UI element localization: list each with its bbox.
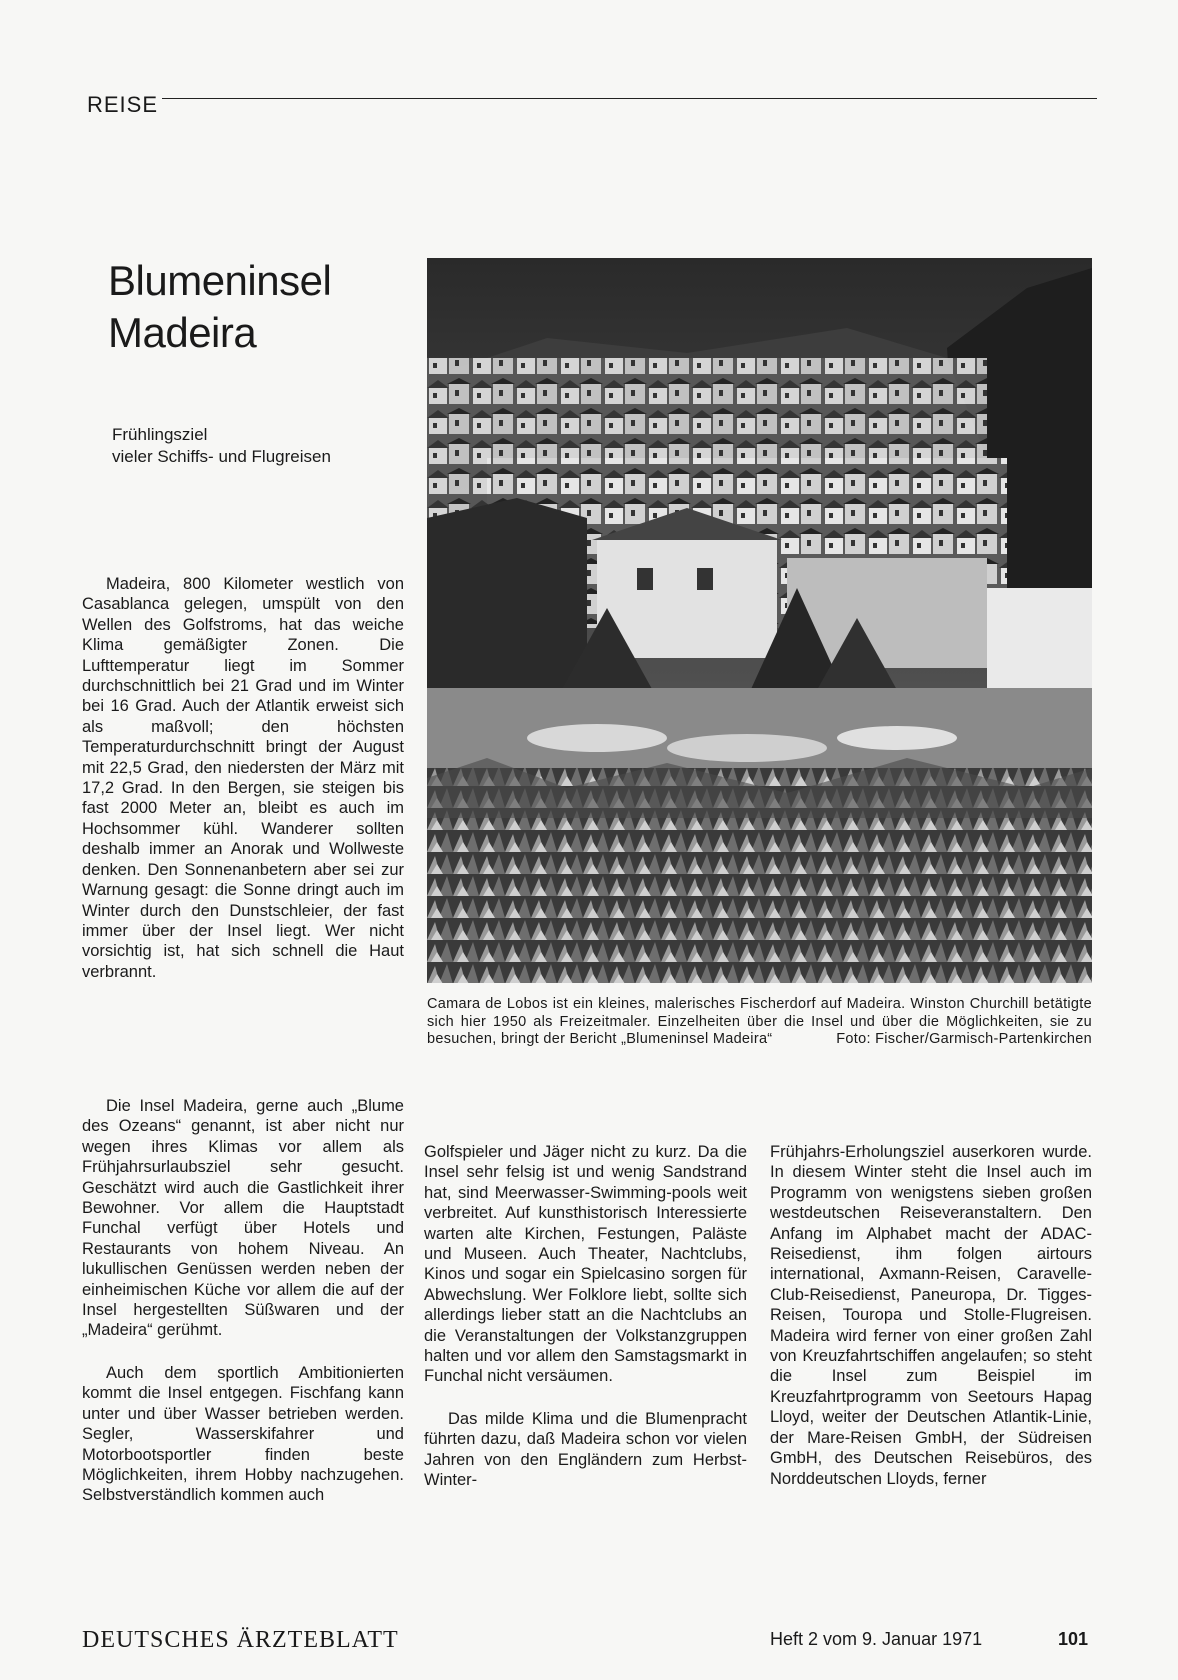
column-3 <box>770 1142 1092 1511</box>
article-subtitle <box>112 424 331 468</box>
column-2 <box>424 1142 747 1513</box>
paragraph-6: Frühjahrs-Erholungsziel auserkoren wurde. In diesem Winter steht die Insel auch im Programm von wenigstens sieben großen westdeutschen Reiseveranstaltern. Den Anfang im Alphabet macht der ADAC-Reisedienst, ihm folgen airtours international, Axmann-Reisen, Caravelle-Club-Reisedienst, Paneuropa, Dr. Tigges-Reisen, Touropa und Stolle-Flugreisen. Madeira wird ferner von einer großen Zahl von Kreuzfahrtschiffen angelaufen; so steht die Insel zum Beispiel im Kreuzfahrtprogramm von Seetours Hapag Lloyd, weiter der Deutschen Atlantik-Linie, der Mare-Reisen GmbH, der Südreisen GmbH, des Deutschen Reisebüros, des Norddeutschen Lloyds, ferner <box>770 1143 1092 1488</box>
paragraph-5: Das milde Klima und die Blumenpracht führten dazu, daß Madeira schon vor vielen Jahren von den Engländern zum Herbst-Winter- <box>424 1409 747 1490</box>
footer-brand: DEUTSCHES ÄRZTEBLATT <box>82 1627 399 1653</box>
title-line-2: Madeira <box>108 309 257 356</box>
column-1-upper <box>82 574 404 1004</box>
caption-text: Camara de Lobos ist ein kleines, malerisches Fischerdorf auf Madeira. Winston Churchill betätigte sich hier 1950 als Freizeitmaler. Einzelheiten über die Insel und über die Möglichkeiten, sie zu besuchen, bringt der Bericht „Blumeninsel Madeira“ <box>427 996 1092 1047</box>
subtitle-line-1: Frühlingsziel <box>112 425 208 444</box>
footer-issue: Heft 2 vom 9. Januar 1971 <box>770 1629 983 1649</box>
paragraph-3: Auch dem sportlich Ambitionierten kommt die Insel entgegen. Fischfang kann unter und über Wasser betrieben werden. Segler, Wasserskifahrer und Motorbootsportler finden beste Möglichkeiten, ihrem Hobby nachzugehen. Selbstverständlich kommen auch <box>82 1363 404 1505</box>
photo-credit: Foto: Fischer/Garmisch-Partenkirchen <box>836 1031 1092 1047</box>
photo-illustration <box>427 258 1092 983</box>
title-line-1: Blumeninsel <box>108 257 332 304</box>
header-rule <box>162 98 1097 99</box>
column-1-lower <box>82 1096 404 1528</box>
subtitle-line-2: vieler Schiffs- und Flugreisen <box>112 447 331 466</box>
page-number: 101 <box>1058 1629 1089 1649</box>
village-photo <box>427 258 1092 983</box>
paragraph-2: Die Insel Madeira, gerne auch „Blume des Ozeans“ genannt, ist aber nicht nur wegen ihres Klimas vor allem als Frühjahrsurlaubsziel sehr gesucht. Geschätzt wird auch die Gastlichkeit ihrer Bewohner. Vor allem die Hauptstadt Funchal verfügt über Hotels und Restaurants von hohem Niveau. An lukullischen Genüssen werden neben der einheimischen Küche vor allem die auf der Insel hergestellten Süßwaren und der „Madeira“ gerühmt. <box>82 1097 404 1340</box>
section-label: REISE <box>87 92 159 117</box>
paragraph-1: Madeira, 800 Kilometer westlich von Casablanca gelegen, umspült von den Wellen des Golfstroms, hat das weiche Klima gemäßigter Zonen. Die Lufttemperatur liegt im Sommer durchschnittlich bei 21 Grad und im Winter bei 16 Grad. Auch der Atlantik erweist sich als maßvoll; den höchsten Temperaturdurchschnitt bringt der August mit 22,5 Grad, den niedersten der März mit 17,2 Grad. In den Bergen, sie steigen bis fast 2000 Meter an, bleibt es auch im Hochsommer kühl. Wanderer sollten deshalb immer an Anorak und Wollweste denken. Den Sonnenanbetern aber sei zur Warnung gesagt: die Sonne dringt auch im Winter durch den Dunstschleier, der fast immer über der Insel liegt. Wer nicht vorsichtig ist, hat sich schnell die Haut verbrannt. <box>82 575 404 981</box>
photo-caption <box>427 996 1092 1049</box>
article-title <box>108 255 331 359</box>
paragraph-4: Golfspieler und Jäger nicht zu kurz. Da die Insel sehr felsig ist und wenig Sandstrand hat, sind Meerwasser-Swimming-pools weit verbreitet. Auf kunsthistorisch Interessierte warten alte Kirchen, Festungen, Paläste und Museen. Auch Theater, Nachtclubs, Kinos und sogar ein Spielcasino sorgen für Abwechslung. Wer Folklore liebt, sollte sich allerdings lieber statt an die Nachtclubs an die Veranstaltungen der Volkstanzgruppen halten und vor allem den Samstagsmarkt in Funchal nicht versäumen. <box>424 1143 747 1386</box>
